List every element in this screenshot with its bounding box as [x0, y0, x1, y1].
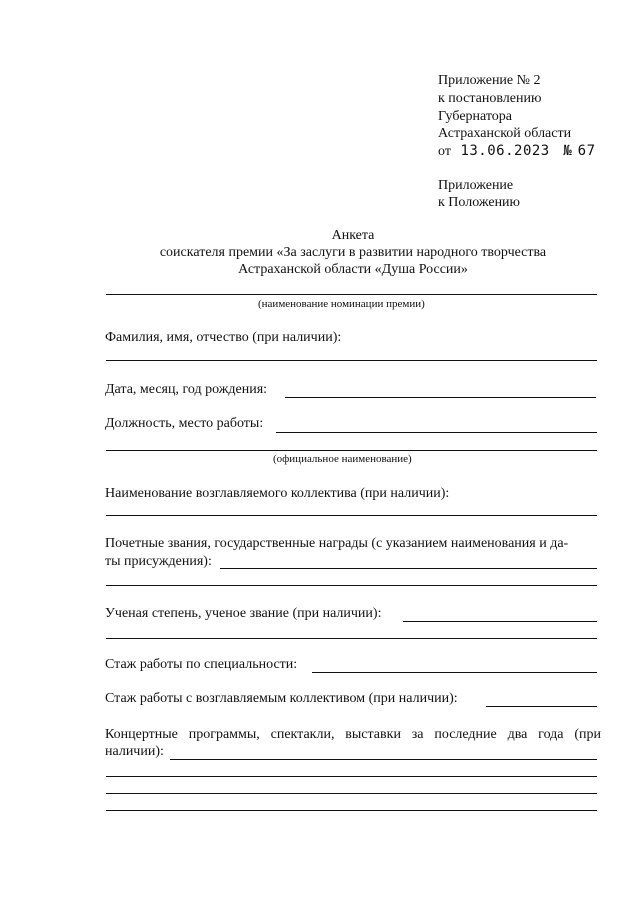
region-label: Астраханской области — [438, 126, 572, 141]
experience-label: Стаж работы по специальности: — [105, 657, 298, 672]
honors-line-2[interactable] — [106, 585, 597, 586]
collective-label: Наименование возглавляемого коллектива (при наличии): — [105, 486, 450, 501]
collective-experience-line[interactable] — [486, 706, 597, 707]
degree-line[interactable] — [403, 621, 597, 622]
honors-label-2: ты присуждения): — [105, 554, 212, 569]
appendix-title: Приложение № 2 — [438, 73, 541, 88]
date-value: 13.06.2023 — [460, 143, 550, 159]
nomination-caption: (наименование номинации премии) — [258, 298, 425, 310]
degree-label: Ученая степень, ученое звание (при наличии): — [105, 606, 382, 621]
form-subtitle-2: Астраханской области «Душа России» — [238, 262, 468, 277]
concerts-line-2[interactable] — [106, 776, 597, 777]
official-name-caption: (официальное наименование) — [273, 453, 412, 465]
experience-line[interactable] — [312, 672, 597, 673]
nomination-line[interactable] — [106, 294, 597, 295]
to-regulation: к Положению — [438, 195, 521, 210]
form-subtitle-1: соискателя премии «За заслуги в развитии народного творчества — [159, 245, 547, 260]
full-name-line[interactable] — [106, 360, 597, 361]
honors-label-1: Почетные звания, государственные награды (с указанием наименования и да- — [105, 536, 569, 551]
resolution-date-line — [438, 143, 596, 160]
to-resolution: к постановлению — [438, 91, 542, 106]
collective-line[interactable] — [106, 515, 597, 516]
form-title: Анкета — [331, 228, 375, 243]
honors-line[interactable] — [220, 568, 597, 569]
date-prefix: от — [438, 144, 451, 159]
concerts-line-4[interactable] — [106, 810, 597, 811]
governor-label: Губернатора — [438, 109, 513, 124]
number-sign: № — [563, 143, 573, 159]
collective-experience-label: Стаж работы с возглавляемым коллективом (при наличии): — [105, 691, 458, 706]
position-line[interactable] — [276, 432, 597, 433]
concerts-label-2: наличии): — [105, 744, 164, 759]
position-label: Должность, место работы: — [105, 416, 264, 431]
position-line-2[interactable] — [106, 450, 597, 451]
sub-appendix: Приложение — [438, 178, 514, 193]
full-name-label: Фамилия, имя, отчество (при наличии): — [105, 330, 342, 345]
concerts-line-3[interactable] — [106, 793, 597, 794]
birth-date-line[interactable] — [285, 397, 596, 398]
degree-line-2[interactable] — [106, 638, 597, 639]
number-value: 67 — [577, 143, 596, 159]
concerts-label-1: Концертные программы, спектакли, выставки за последние два года (при — [105, 727, 601, 742]
birth-date-label: Дата, месяц, год рождения: — [105, 382, 268, 397]
concerts-line[interactable] — [170, 759, 597, 760]
